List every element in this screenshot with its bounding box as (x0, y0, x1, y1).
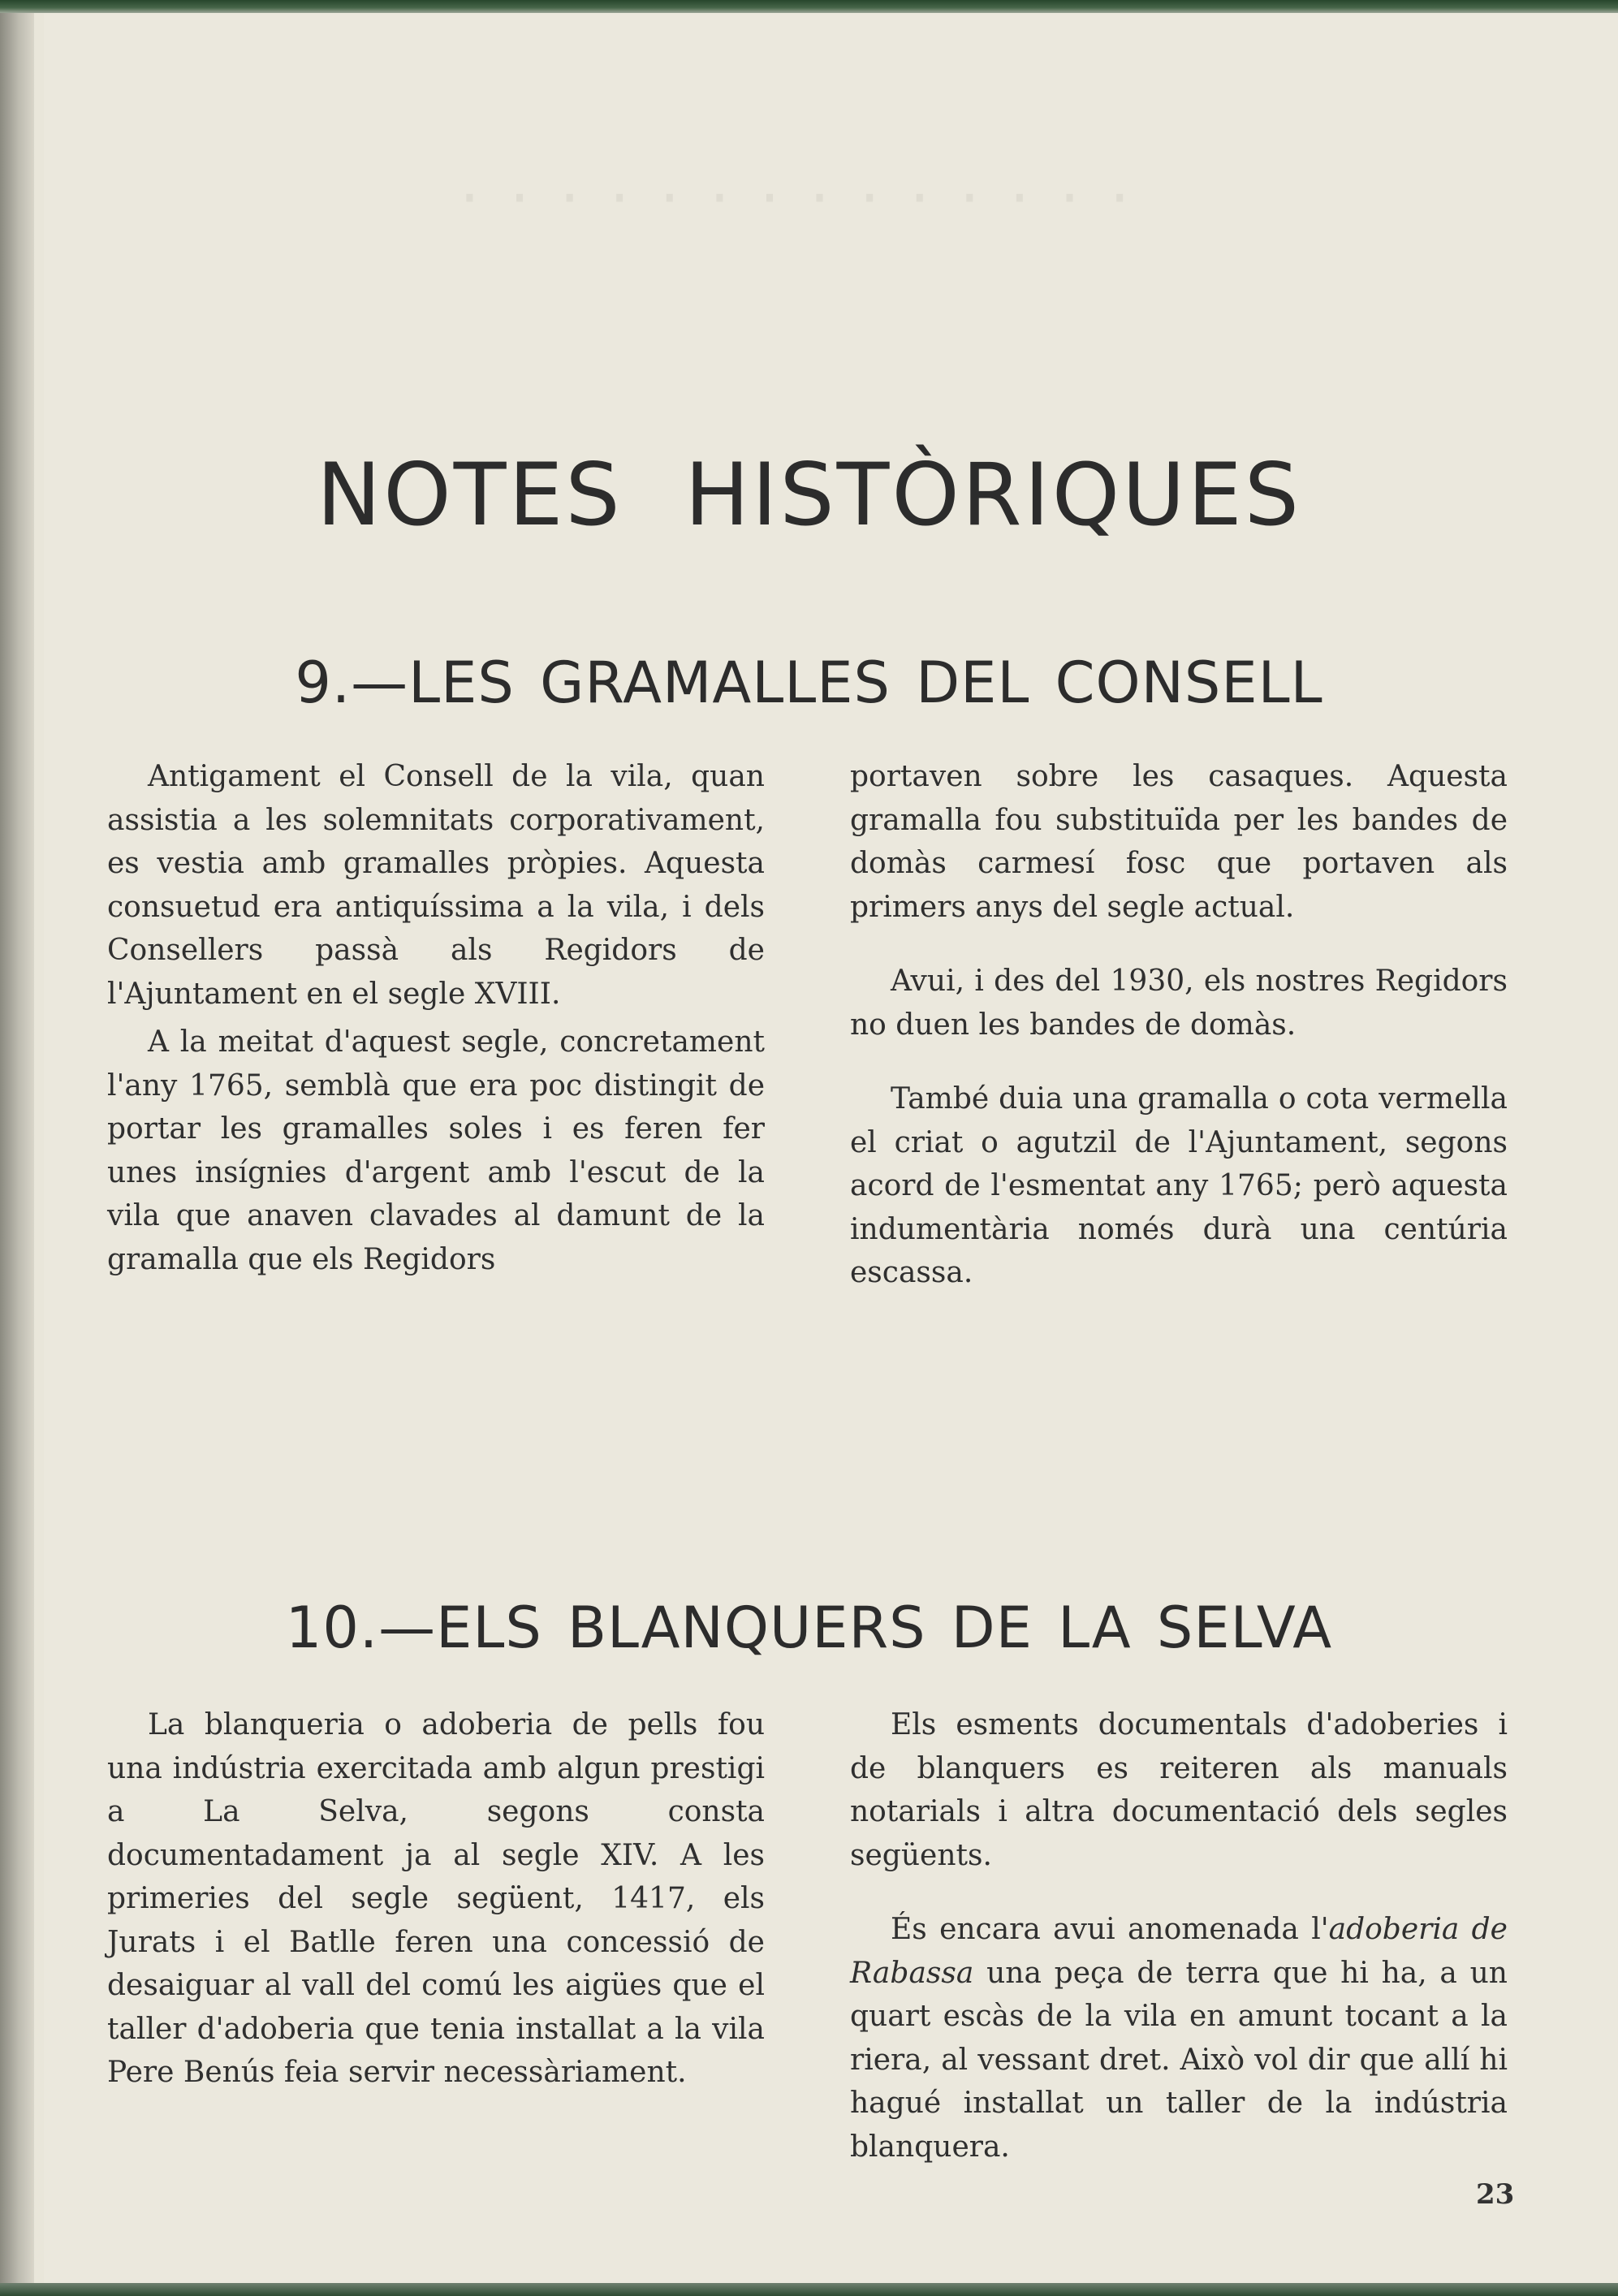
section-9-title: 9.—LES GRAMALLES DEL CONSELL (295, 650, 1323, 716)
paragraph: També duia una gramalla o cota vermella el criat o agutzil de l'Ajuntament, segons acord de l'esmentat any 1765; però aquesta indumentària només durà una centúria escassa. (850, 1082, 1508, 1289)
main-title: NOTES HISTÒRIQUES (316, 445, 1302, 545)
paragraph: portaven sobre les casaques. Aquesta gramalla fou substituïda per les bandes de domàs carmesí fosc que portaven als primers anys del segle actual. (850, 760, 1508, 924)
text-run: És encara avui anomenada l' (891, 1913, 1329, 1946)
book-spine (0, 0, 34, 2296)
section-10-right-column (850, 1703, 1508, 2169)
section-10-title: 10.—ELS BLANQUERS DE LA SELVA (285, 1595, 1333, 1661)
paragraph (850, 1908, 1508, 2169)
scan-bottom-border (0, 2283, 1618, 2296)
show-through-bleed: · · · · · · · · · · · · · · (455, 162, 1130, 235)
paragraph: A la meitat d'aquest segle, concretament l'any 1765, semblà que era poc distingit de portar les gramalles soles i es feren fer unes insígnies d'argent amb l'escut de la vila que anaven clavades al damunt de la gramalla que els Regidors (107, 1025, 765, 1276)
page-number: 23 (1476, 2178, 1515, 2211)
section-10-left-column (107, 1703, 765, 2095)
text-run: una peça de terra que hi ha, a un quart escàs de la vila en amunt tocant a la riera, al vessant dret. Això vol dir que allí hi hagué installat un taller de la indústria blanquera. (850, 1956, 1508, 2164)
section-9-right-column (850, 755, 1508, 1295)
paragraph: Avui, i des del 1930, els nostres Regidors no duen les bandes de domàs. (850, 965, 1508, 1042)
scan-top-border (0, 0, 1618, 13)
paragraph: La blanqueria o adoberia de pells fou una indústria exercitada amb algun prestigi a La Selva, segons consta documentadament ja al segle XIV. A les primeries del segle següent, 1417, els Jurats i el Batlle feren una concessió de desaiguar al vall del comú les aigües que el taller d'adoberia que tenia installat a la vila Pere Benús feia servir necessàriament. (107, 1708, 765, 2089)
section-9-left-column (107, 755, 765, 1281)
italic-place-name: adoberia de Rabassa (850, 1913, 1508, 1990)
paragraph: Els esments documentals d'adoberies i de blanquers es reiteren als manuals notarials i altra documentació dels segles següents. (850, 1708, 1508, 1872)
paragraph: Antigament el Consell de la vila, quan assistia a les solemnitats corporativament, es vestia amb gramalles pròpies. Aquesta consuetud era antiquíssima a la vila, i dels Consellers passà als Regidors de l'Ajuntament en el segle XVIII. (107, 760, 765, 1011)
